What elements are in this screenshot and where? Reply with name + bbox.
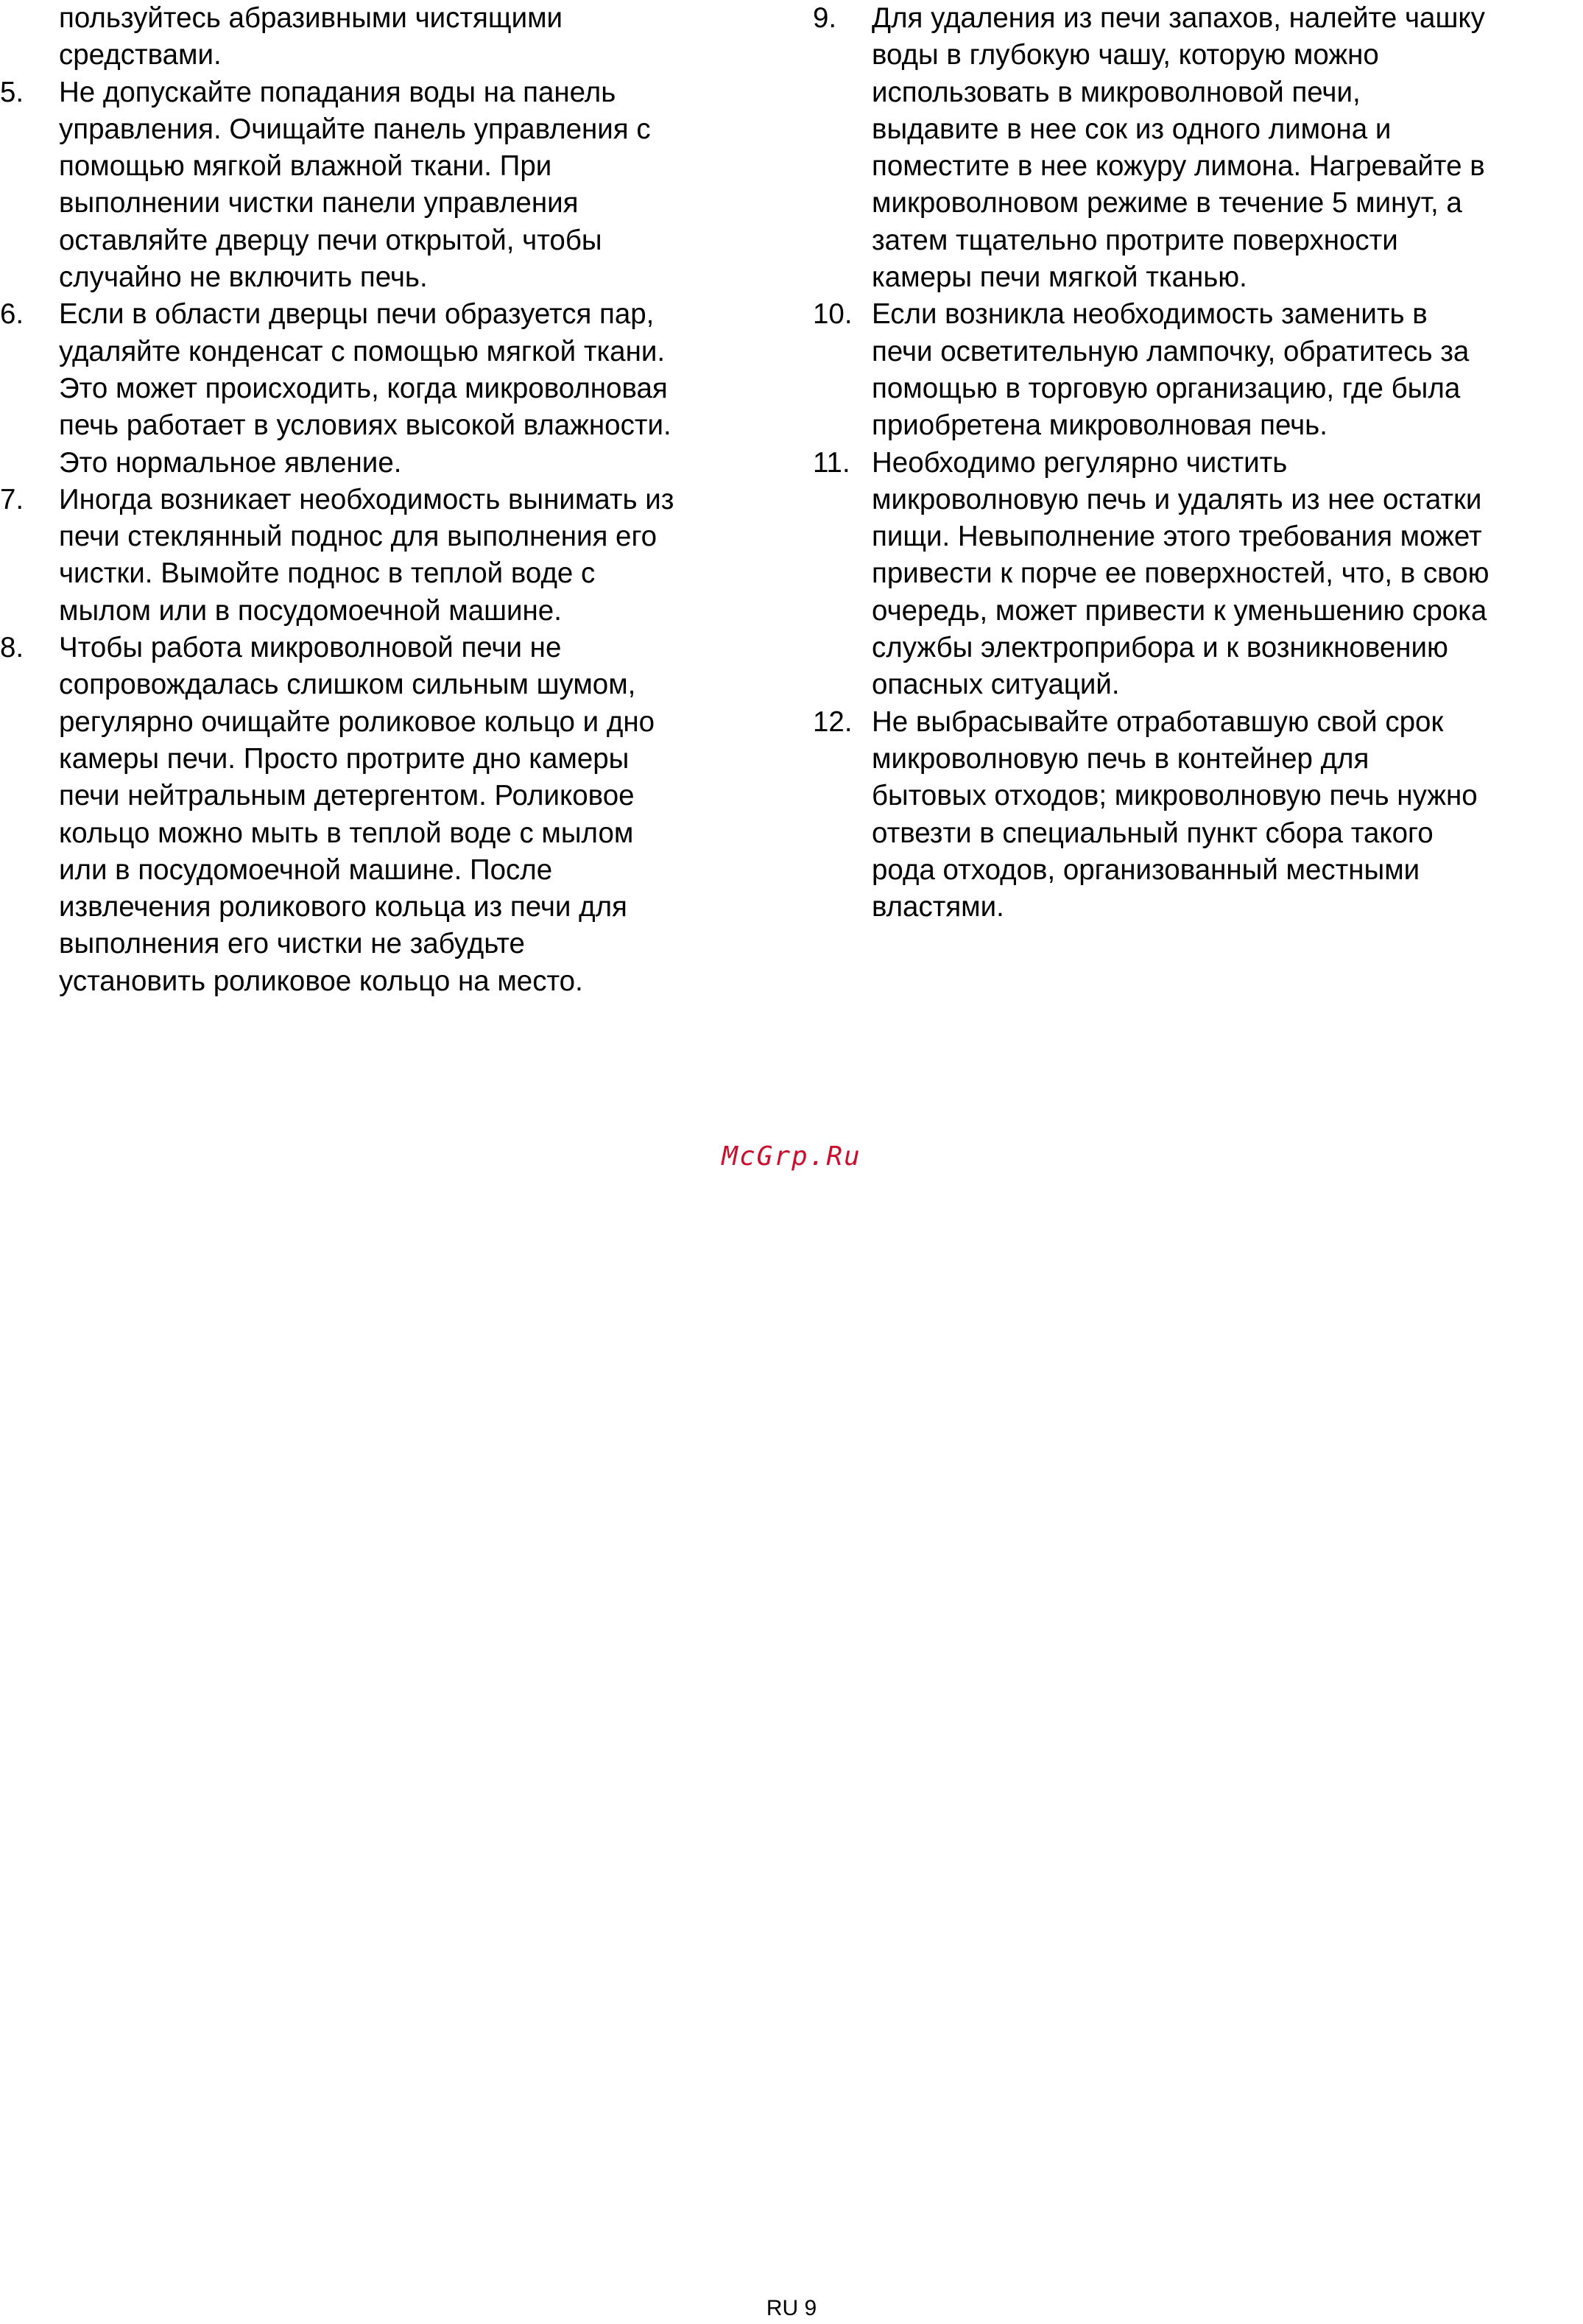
text-line: микроволновую печь и удалять из нее остатки bbox=[872, 483, 1482, 515]
item-number: 11. bbox=[813, 446, 850, 479]
text-line: камеры печи. Просто протрите дно камеры bbox=[59, 742, 630, 775]
item-number: 8. bbox=[0, 632, 24, 664]
text-line: случайно не включить печь. bbox=[59, 261, 428, 294]
item-number: 10. bbox=[813, 298, 853, 331]
text-line: поместите в нее кожуру лимона. Нагревайте в bbox=[872, 150, 1485, 183]
text-line: сопровождалась слишком сильным шумом, bbox=[59, 669, 636, 701]
text-line: помощью мягкой влажной ткани. При bbox=[59, 150, 552, 183]
text-line: Это нормальное явление. bbox=[59, 446, 402, 479]
text-line: установить роликовое кольцо на место. bbox=[59, 965, 583, 997]
text-line: микроволновую печь в контейнер для bbox=[872, 742, 1369, 775]
text-line: приобретена микроволновая печь. bbox=[872, 409, 1328, 442]
text-line: оставляйте дверцу печи открытой, чтобы bbox=[59, 224, 602, 256]
list-item-12 bbox=[813, 704, 1579, 926]
text-line: печи нейтральным детергентом. Роликовое bbox=[59, 780, 635, 812]
text-line: Если в области дверцы печи образуется пар, bbox=[59, 298, 655, 331]
text-line: средствами. bbox=[59, 39, 222, 71]
text-line: рода отходов, организованный местными bbox=[872, 853, 1420, 886]
text-line: Если возникла необходимость заменить в bbox=[872, 298, 1428, 331]
text-line: выдавите в нее сок из одного лимона и bbox=[872, 113, 1392, 145]
text-line: кольцо можно мыть в теплой воде с мылом bbox=[59, 817, 634, 849]
item-number: 12. bbox=[813, 705, 853, 738]
text-line: камеры печи мягкой тканью. bbox=[872, 261, 1247, 294]
page-number: RU 9 bbox=[766, 2296, 817, 2320]
text-line: удаляйте конденсат с помощью мягкой ткани. bbox=[59, 335, 666, 367]
item-number: 7. bbox=[0, 483, 24, 515]
text-line: выполнении чистки панели управления bbox=[59, 187, 579, 219]
text-line: Не допускайте попадания воды на панель bbox=[59, 76, 616, 108]
text-line: Иногда возникает необходимость вынимать из bbox=[59, 483, 674, 515]
watermark: McGrp.Ru bbox=[722, 1141, 861, 1172]
right-column bbox=[813, 0, 1579, 926]
text-line: Это может происходить, когда микроволновая bbox=[59, 372, 668, 404]
text-line: выполнения его чистки не забудьте bbox=[59, 928, 525, 960]
continuation-text bbox=[0, 0, 779, 74]
text-line: или в посудомоечной машине. После bbox=[59, 853, 553, 886]
item-number: 6. bbox=[0, 298, 24, 331]
text-line: пользуйтесь абразивными чистящими bbox=[59, 2, 563, 34]
text-line: управления. Очищайте панель управления с bbox=[59, 113, 651, 145]
text-line: Необходимо регулярно чистить bbox=[872, 446, 1288, 479]
list-item-5 bbox=[0, 74, 779, 297]
item-number: 9. bbox=[813, 2, 837, 34]
text-line: опасных ситуаций. bbox=[872, 669, 1120, 701]
text-line: чистки. Вымойте поднос в теплой воде с bbox=[59, 557, 596, 590]
text-line: очередь, может привести к уменьшению срока bbox=[872, 594, 1487, 627]
text-line: Не выбрасывайте отработавшую свой срок bbox=[872, 705, 1444, 738]
text-line: помощью в торговую организацию, где была bbox=[872, 372, 1461, 404]
text-line: мылом или в посудомоечной машине. bbox=[59, 594, 562, 627]
text-line: извлечения роликового кольца из печи для bbox=[59, 891, 627, 923]
text-line: затем тщательно протрите поверхности bbox=[872, 224, 1398, 256]
text-line: печи стеклянный поднос для выполнения его bbox=[59, 521, 657, 553]
text-line: печи осветительную лампочку, обратитесь за bbox=[872, 335, 1470, 367]
list-item-10 bbox=[813, 296, 1579, 444]
text-line: властями. bbox=[872, 891, 1004, 923]
list-item-6 bbox=[0, 296, 779, 481]
text-line: микроволновом режиме в течение 5 минут, а bbox=[872, 187, 1462, 219]
text-line: службы электроприбора и к возникновению bbox=[872, 632, 1448, 664]
text-line: бытовых отходов; микроволновую печь нужно bbox=[872, 780, 1478, 812]
text-line: использовать в микроволновой печи, bbox=[872, 76, 1361, 108]
text-line: Чтобы работа микроволновой печи не bbox=[59, 632, 562, 664]
text-line: регулярно очищайте роликовое кольцо и дно bbox=[59, 705, 655, 738]
item-number: 5. bbox=[0, 76, 24, 108]
list-item-9 bbox=[813, 0, 1579, 296]
list-item-11 bbox=[813, 445, 1579, 704]
text-line: Для удаления из печи запахов, налейте чашку bbox=[872, 2, 1485, 34]
list-item-7 bbox=[0, 482, 779, 630]
list-item-8 bbox=[0, 630, 779, 1000]
text-line: воды в глубокую чашу, которую можно bbox=[872, 39, 1379, 71]
text-line: отвезти в специальный пункт сбора такого bbox=[872, 817, 1434, 849]
left-column bbox=[0, 0, 779, 1000]
text-line: пищи. Невыполнение этого требования может bbox=[872, 521, 1482, 553]
text-line: привести к порче ее поверхностей, что, в свою bbox=[872, 557, 1489, 590]
text-line: печь работает в условиях высокой влажности. bbox=[59, 409, 671, 442]
